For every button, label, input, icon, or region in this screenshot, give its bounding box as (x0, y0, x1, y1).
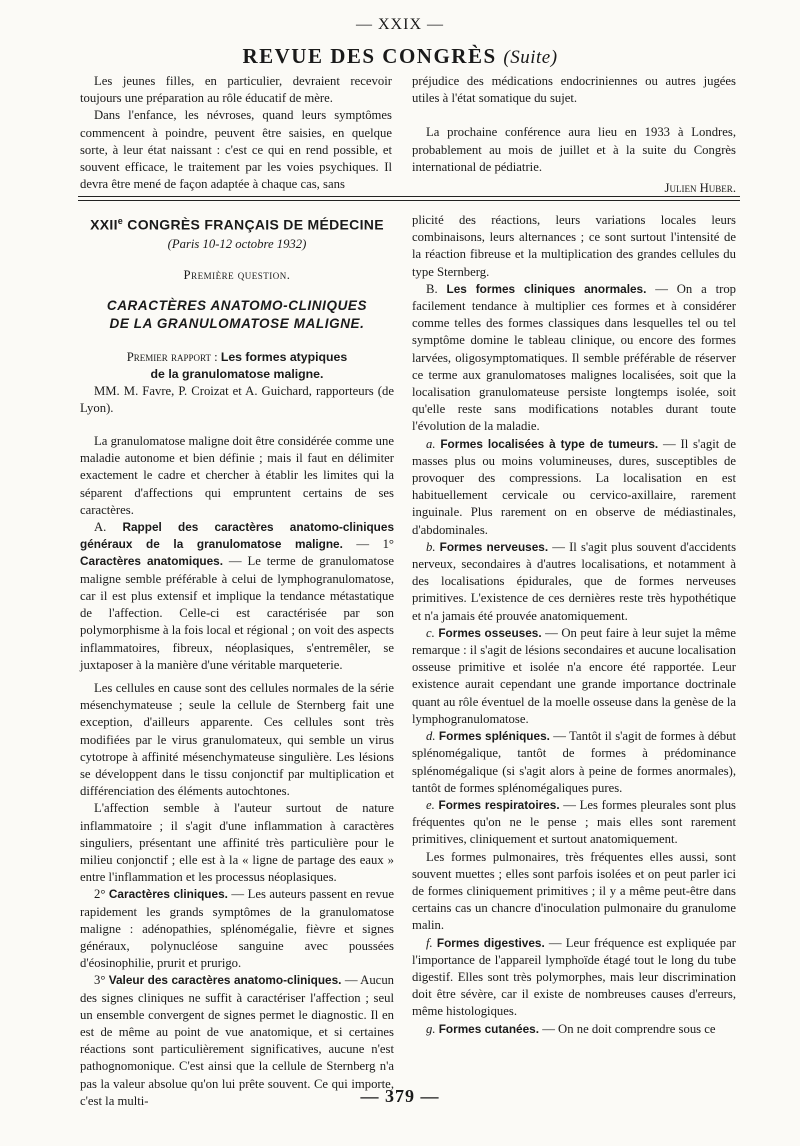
paragraph: Les formes pulmonaires, très fréquentes elles aussi, sont souvent muettes ; elles sont parfois isolées et on peut parler ici de formes cliniquement primitives ; il y a même peut-être dans certains cas un chancre d'inoculation pulmonaire du granulome malin. (412, 849, 736, 933)
form-c: c. Formes osseuses. — On peut faire à leur sujet la même remarque : il s'agit de lésions secondaires et aucune localisation osseuse primitive et isolée n'a encore été rapportée. Leur existence aurait cependant une grande importance doctrinale quant au rôle éventuel de la moelle osseuse dans la genèse de la lymphogranulomatose. (412, 625, 736, 726)
paragraph: L'affection semble à l'auteur surtout de nature inflammatoire ; il s'agit d'une inflammation à caractères singuliers, présentant une affinité très particulière pour le milieu conjonctif ; elle est à la « ligne de partage des eaux » entre l'inflammation et les processus néoplasiques. (80, 801, 394, 885)
paragraph: Les cellules en cause sont des cellules normales de la série mésenchymateuse ; seule la cellule de Sternberg fait une exception, d'ailleurs apparente. Ces cellules sont très modifiées par le virus granulomateux, qui semble un virus cytotrope à affinité mésenchymateuse singulière. Les lésions se développent dans le tissu conjonctif par multiplication et différenciation des éléments autochtones. (80, 680, 394, 799)
article-title: CARACTÈRES ANATOMO-CLINIQUES DE LA GRANULOMATOSE MALIGNE. (106, 297, 368, 331)
left-column (80, 212, 394, 1110)
form-a: a. Formes localisées à type de tumeurs. — Il s'agit de masses plus ou moins volumineuses, dures, susceptibles de provoquer des compressions. La localisation en est habituellement cervicale ou cervico-axillaire, rarement inguinale. Plus rarement on en observe de médiastinales, d'abdominales. (412, 436, 737, 537)
form-g: g. Formes cutanées. — On ne doit comprendre sous ce (426, 1021, 716, 1036)
section-2: 2° Caractères cliniques. — Les auteurs passent en revue rapidement les grands symptômes de la granulomatose maligne : adénopathies, splénomégalie, fièvre et signes généraux, polynucléose sanguine avec poussées d'éosinophilie, prurit et prurigo. (80, 887, 394, 971)
header-title: REVUE DES CONGRÈS (242, 44, 497, 68)
section-a: A. Rappel des caractères anatomo-cliniques généraux de la granulomatose maligne. — 1° Caractères anatomiques. — Le terme de granulomatose maligne semble préférable à celui de lymphogranulomatose, car il est plus extensif et implique la tendance métastatique de l'affection. Celle-ci est caractérisée par son polymorphisme à la fois local et régional ; on voit des aspects inflammatoires, fibreux, néoplasiques, s'entremêler, se juxtaposer à la manière d'une véritable marqueterie. (80, 520, 395, 672)
top-right-column (412, 73, 736, 197)
top-left-column (80, 73, 392, 193)
roman-folio: — XXIX — (356, 16, 444, 33)
form-f: f. Formes digestives. — Leur fréquence est expliquée par l'importance de l'appareil lymphoïde étagé tout le long du tube digestif. Elles sont très polymorphes, mais leur discrimination doit être sévère, car il existe de nombreuses causes d'erreurs, même histologiques. (412, 935, 737, 1019)
paragraph: Dans l'enfance, les névroses, quand leurs symptômes commencent à poindre, peuvent être saisies, en quelque sorte, à leur état naissant : c'est ce qui en rend possible, et souvent efficace, le traitement par les voies psychiques. Il devra être mené de façon adaptée à chaque cas, sans (80, 108, 392, 192)
section-divider (78, 196, 740, 197)
paragraph: La granulomatose maligne doit être considérée comme une maladie autonome et bien définie ; mais il faut en délimiter exactement le cadre et chercher à établir les limites qui la séparent d'affections qui empruntent certains de ses caractères. (80, 434, 394, 517)
report-authors: MM. M. Favre, P. Croizat et A. Guichard, rapporteurs (de Lyon). (80, 383, 394, 415)
section-divider (78, 200, 740, 201)
paragraph: préjudice des médications endocriniennes ou autres jugées utiles à l'état somatique du sujet. (412, 74, 736, 106)
form-b: b. Formes nerveuses. — Il s'agit plus souvent d'accidents nerveux, secondaires à d'autres localisations, et notamment à des localisations épidurales, que de formes nerveuses primitives. L'existence de ces dernières reste très hypothétique et n'a jamais été prouvée anatomiquement. (412, 539, 737, 623)
paragraph: La prochaine conférence aura lieu en 1933 à Londres, probablement au mois de juillet et à la suite du Congrès international de pédiatrie. (412, 125, 736, 174)
paragraph: Les jeunes filles, en particulier, devraient recevoir toujours une préparation au rôle éducatif de mère. (80, 74, 392, 106)
report-heading: Premier rapport : Les formes atypiques de la granulomatose maligne. (126, 349, 348, 381)
paragraph: plicité des réactions, leurs variations locales leurs combinaisons, leurs alternances ; ce sont surtout l'intensité de la réaction fibreuse et la multiplication des grandes cellules du type Sternberg. (412, 213, 736, 279)
running-header (0, 44, 800, 69)
author-signature: Julien Huber. (664, 181, 736, 196)
question-heading: Première question. (183, 267, 291, 282)
right-column (412, 212, 736, 1038)
page-number: — 379 — (360, 1086, 440, 1106)
form-d: d. Formes spléniques. — Tantôt il s'agit de formes à début splénomégalique, tantôt de formes à prédominance splénomégalique (si s'agit alors à peine de formes anormales), tantôt de formes splénomégaliques pures. (412, 729, 737, 795)
section-3: 3° Valeur des caractères anatomo-cliniques. — Aucun des signes cliniques ne suffit à caractériser l'affection ; seul un ensemble convergent de signes permet le diagnostic. Il en est de même au point de vue anatomique, et si certaines réactions sont particulièrement significatives, aucune n'est pathognomonique. C'est ainsi que la cellule de Sternberg n'a pas la valeur absolue qu'on lui prête souvent. Ce qui importe, c'est la multi- (80, 973, 395, 1108)
congress-date: (Paris 10-12 octobre 1932) (167, 236, 307, 251)
header-suffix: (Suite) (503, 47, 558, 68)
form-e: e. Formes respiratoires. — Les formes pleurales sont plus fréquentes qu'on ne le pense ; mais elles sont rarement primitives, cliniquement et surtout anatomiquement. (412, 797, 736, 847)
congress-title: XXIIe CONGRÈS FRANÇAIS DE MÉDECINE (90, 216, 384, 233)
section-b: B. Les formes cliniques anormales. — On a trop facilement tendance à multiplier ces formes et à considérer comme telles des formes classiques dans lesquelles tel ou tel symptôme domine le tableau clinique, ou encore des formes larvées, oligosymptomatiques. Il semble préférable de réserver ce terme aux granulomatoses malignes localisées, soit que la localisation granulomateuse persiste longtemps isolée, soit qu'elle reste sans modifications notables durant toute l'évolution de la maladie. (412, 281, 737, 434)
